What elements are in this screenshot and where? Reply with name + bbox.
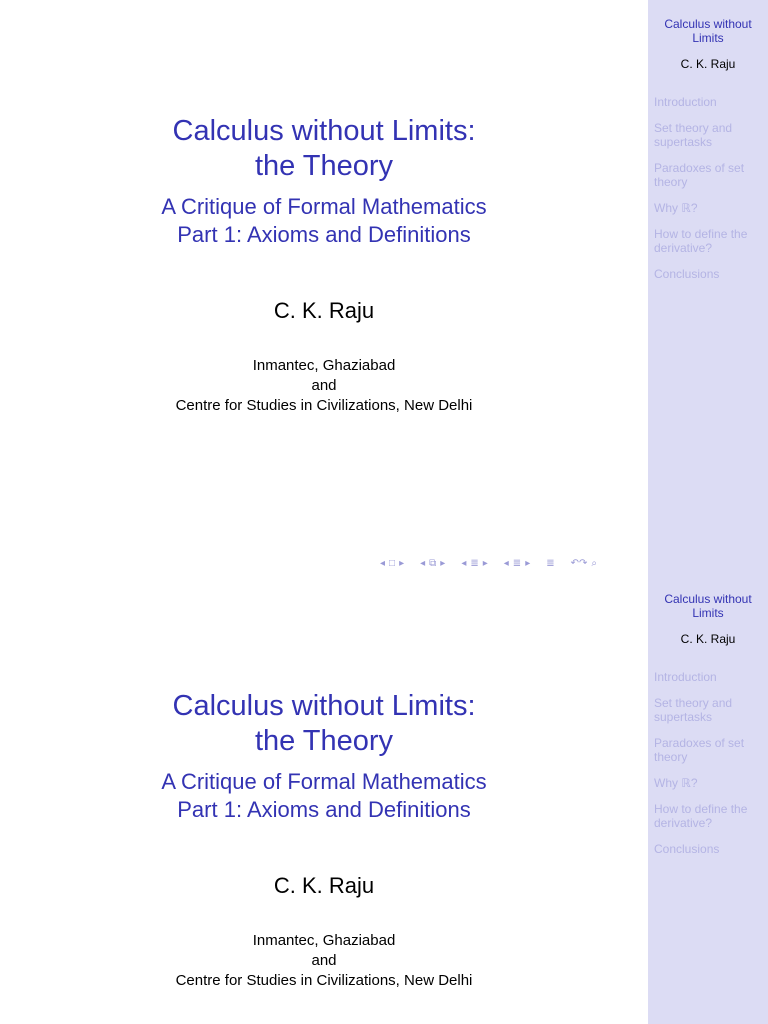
nav-section-icon[interactable]: ≣	[470, 558, 479, 569]
nav-left-arrow-icon[interactable]: ◂	[503, 558, 509, 569]
slide-subtitle-line1: A Critique of Formal Mathematics	[161, 769, 487, 794]
sidebar	[648, 0, 768, 575]
slide-institution-line2: and	[311, 952, 337, 969]
sidebar-item-introduction[interactable]: Introduction	[654, 95, 717, 109]
slide-institution-line3: Centre for Studies in Civilizations, New Delhi	[175, 397, 473, 414]
sidebar-item-set-theory[interactable]: Set theory and supertasks	[654, 121, 733, 149]
slide-institution-line3: Centre for Studies in Civilizations, New Delhi	[175, 972, 473, 989]
sidebar-item-derivative[interactable]: How to define the derivative?	[654, 802, 748, 830]
slide-subtitle-line2: Part 1: Axioms and Definitions	[177, 222, 471, 247]
slide-subtitle-line1: A Critique of Formal Mathematics	[161, 194, 487, 219]
nav-subsection-icon[interactable]: ⧉	[429, 558, 437, 569]
nav-right-arrow-icon[interactable]: ▸	[440, 558, 446, 569]
sidebar-title[interactable]: Calculus without Limits	[664, 17, 752, 45]
nav-right-arrow-icon[interactable]: ▸	[399, 558, 405, 569]
sidebar-title[interactable]: Calculus without Limits	[664, 592, 752, 620]
beamer-navigation-bar	[380, 557, 597, 571]
sidebar-item-why-r[interactable]: Why ℝ?	[654, 201, 698, 215]
slide-title-line1: Calculus without Limits:	[172, 690, 476, 722]
sidebar-author: C. K. Raju	[680, 632, 736, 646]
nav-frame-icon[interactable]: □	[389, 558, 396, 569]
sidebar-author: C. K. Raju	[680, 57, 736, 71]
sidebar-item-paradoxes[interactable]: Paradoxes of set theory	[654, 161, 745, 189]
nav-right-arrow-icon[interactable]: ▸	[525, 558, 531, 569]
nav-left-arrow-icon[interactable]: ◂	[380, 558, 386, 569]
sidebar-item-paradoxes[interactable]: Paradoxes of set theory	[654, 736, 745, 764]
slide-institution-line2: and	[311, 377, 337, 394]
slide-title-line2: the Theory	[254, 150, 394, 182]
slide-author: C. K. Raju	[273, 298, 375, 323]
nav-section-icon[interactable]: ≣	[512, 558, 522, 569]
nav-left-arrow-icon[interactable]: ◂	[461, 558, 467, 569]
nav-undo-icon[interactable]: ↶↷	[570, 558, 588, 569]
slide-title-line2: the Theory	[254, 725, 394, 757]
nav-doc-icon[interactable]: ≣	[546, 558, 555, 569]
slide-main	[0, 0, 648, 575]
sidebar-item-conclusions[interactable]: Conclusions	[654, 842, 720, 856]
slide-institution-line1: Inmantec, Ghaziabad	[252, 932, 396, 949]
nav-search-icon[interactable]: ⌕	[591, 558, 597, 569]
slide-title-line1: Calculus without Limits:	[172, 115, 476, 147]
slide-institution-line1: Inmantec, Ghaziabad	[252, 357, 396, 374]
sidebar-item-why-r[interactable]: Why ℝ?	[654, 776, 698, 790]
slide-author: C. K. Raju	[273, 873, 375, 898]
nav-right-arrow-icon[interactable]: ▸	[482, 558, 488, 569]
sidebar-item-derivative[interactable]: How to define the derivative?	[654, 227, 748, 255]
sidebar-nav	[654, 670, 762, 868]
sidebar	[648, 575, 768, 1024]
sidebar-item-set-theory[interactable]: Set theory and supertasks	[654, 696, 733, 724]
slide-main	[0, 575, 648, 1024]
slide-2	[0, 575, 768, 1024]
sidebar-item-conclusions[interactable]: Conclusions	[654, 267, 720, 281]
slide-subtitle-line2: Part 1: Axioms and Definitions	[177, 797, 471, 822]
sidebar-nav	[654, 95, 762, 293]
sidebar-item-introduction[interactable]: Introduction	[654, 670, 717, 684]
nav-left-arrow-icon[interactable]: ◂	[420, 558, 426, 569]
